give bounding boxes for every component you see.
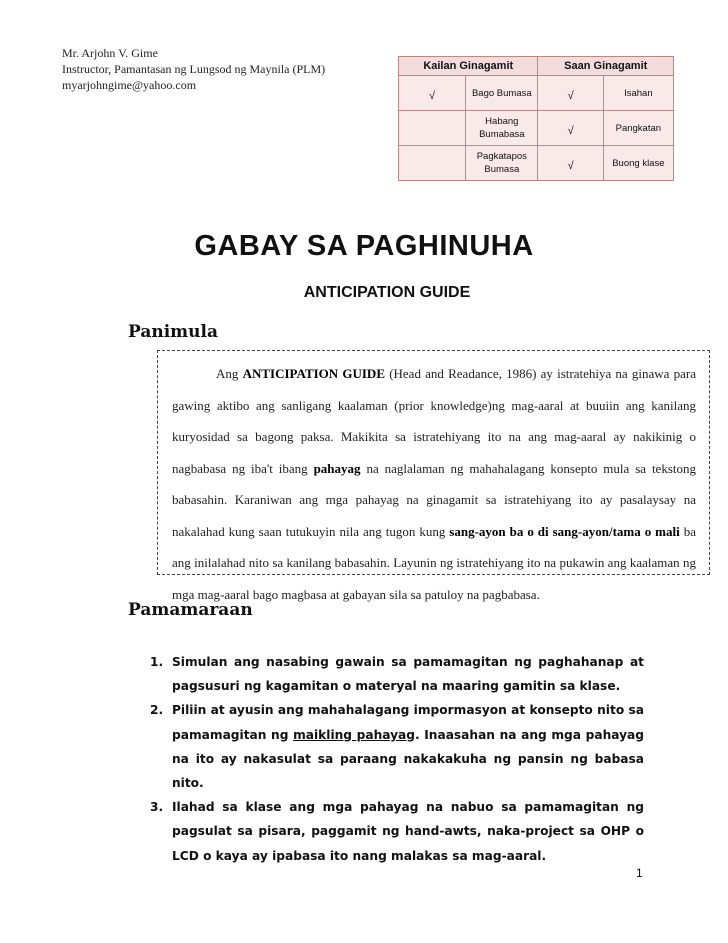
list-item: [140, 650, 644, 698]
when-check-cell: [399, 111, 466, 146]
intro-term3: sang-ayon ba o di sang-ayon/tama o mali: [449, 523, 680, 539]
list-item: [140, 795, 644, 868]
usage-table: [398, 56, 674, 181]
step-text: Ilahad sa klase ang mga pahayag na nabuo sa pamamagitan ng pagsulat sa pisara, paggamit ng hand-awts, naka-project sa OHP o LCD o kaya ay ipabasa ito nang malakas sa mag-aaral.: [172, 800, 644, 863]
usage-table-header: [399, 57, 674, 76]
intro-lead: Ang: [216, 366, 243, 381]
check-mark-icon: √: [567, 160, 574, 172]
intro-heading: Panimula: [128, 322, 218, 342]
check-mark-icon: √: [567, 125, 574, 137]
intro-part2: na naglalaman ng mahahalagang konsepto mula sa tekstong babasahin. Karaniwan ang mga pahayag na ginagamit sa istratehiyang ito ay pasalaysay na nakalahad kung saan tutukuyin nila ang tugon kung: [172, 460, 697, 539]
intro-paragraph: [172, 358, 696, 610]
author-role: Instructor, Pamantasan ng Lungsod ng Maynila (PLM): [62, 62, 326, 76]
when-label-cell: Habang Bumabasa: [466, 111, 538, 146]
procedure-list: [140, 650, 644, 868]
where-check-cell: [538, 146, 603, 181]
procedure-heading: Pamamaraan: [128, 600, 253, 620]
step-text-pre: Piliin at ayusin ang mahahalagang impormasyon at konsepto nito sa pamamagitan ng: [172, 703, 644, 742]
step-number: 1.: [150, 655, 164, 669]
intro-term2: pahayag: [313, 460, 361, 476]
author-email: myarjohngime@yahoo.com: [62, 78, 197, 92]
where-check-cell: [538, 76, 603, 111]
table-row: [399, 146, 674, 181]
when-label-cell: Bago Bumasa: [466, 76, 538, 111]
step-number: 3.: [150, 800, 164, 815]
step-number: 2.: [150, 703, 164, 718]
when-label-cell: Pagkatapos Bumasa: [466, 146, 538, 181]
when-check-cell: [399, 76, 466, 111]
step-text: Simulan ang nasabing gawain sa pamamagitan ng paghahanap at pagsusuri ng kagamitan o materyal na maaring gamitin sa klase.: [172, 655, 644, 694]
intro-term: ANTICIPATION GUIDE: [242, 366, 385, 381]
where-label-cell: Pangkatan: [603, 111, 673, 146]
author-block: [62, 45, 325, 93]
where-label-cell: Buong klase: [603, 146, 673, 181]
list-item: [140, 698, 644, 795]
col-when-header: Kailan Ginagamit: [399, 57, 538, 76]
page-number: 1: [636, 866, 643, 880]
when-check-cell: [399, 146, 466, 181]
page-title: GABAY SA PAGHINUHA: [194, 230, 534, 262]
where-check-cell: [538, 111, 603, 146]
where-label-cell: Isahan: [603, 76, 673, 111]
table-row: [399, 111, 674, 146]
intro-text: [172, 358, 696, 610]
step-text-underlined: maikling pahayag: [293, 727, 416, 742]
intro-part3: ba ang inilalahad nito sa kanilang babasahin. Layunin ng istratehiyang ito na pukawin ang kaalaman ng mga mag-aaral bago magbasa at gabayan sila sa patuloy na pagbabasa.: [172, 523, 696, 602]
check-mark-icon: √: [567, 90, 574, 102]
table-row: [399, 76, 674, 111]
author-name: Mr. Arjohn V. Gime: [62, 46, 158, 60]
col-where-header: Saan Ginagamit: [538, 57, 674, 76]
step-text-post: . Inaasahan na ang mga pahayag na ito ay nakasulat sa paraang nakakakuha ng pansin ng babasa nito.: [172, 727, 644, 791]
check-mark-icon: √: [429, 90, 436, 102]
intro-part1: (Head and Readance, 1986) ay istratehiya na ginawa para gawing aktibo ang sanligang kaalaman (prior knowledge)ng mag-aaral at buuiin ang kanilang kuryosidad sa bagong paksa. Makikita sa istratehiyang ito na ang mag-aaral ay nakikinig o nagbabasa ng iba't ibang: [172, 366, 696, 476]
page-subtitle: ANTICIPATION GUIDE: [303, 284, 471, 301]
